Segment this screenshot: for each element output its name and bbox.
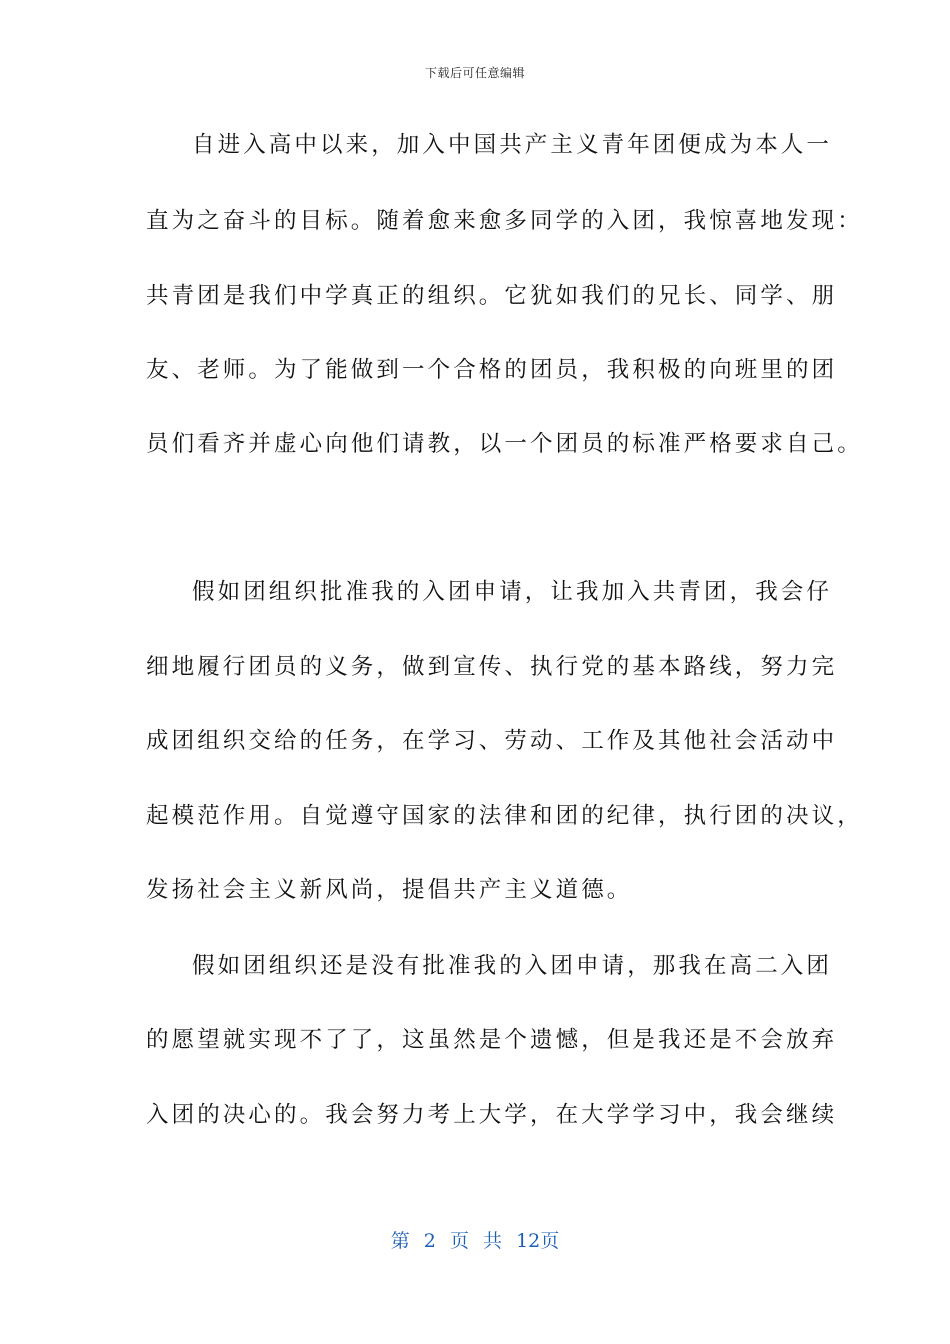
footer-label-ye: 页: [449, 1230, 469, 1252]
paragraph-1-line-5: 员们看齐并虚心向他们请教，以一个团员的标准严格要求自己。: [146, 431, 863, 457]
footer-label-di: 第: [390, 1230, 410, 1252]
paragraph-2-line-3: 成团组织交给的任务，在学习、劳动、工作及其他社会活动中: [146, 728, 838, 754]
paragraph-2-line-4: 起模范作用。自觉遵守国家的法律和团的纪律，执行团的决议，: [146, 803, 863, 829]
paragraph-1-line-4: 友、老师。为了能做到一个合格的团员，我积极的向班里的团: [146, 357, 838, 383]
paragraph-3-line-2: 的愿望就实现不了了，这虽然是个遗憾，但是我还是不会放弃: [146, 1027, 838, 1053]
paragraph-3-line-1: 假如团组织还是没有批准我的入团申请，那我在高二入团: [192, 953, 833, 979]
footer-label-gong: 共: [483, 1230, 503, 1252]
paragraph-2-line-2: 细地履行团员的义务，做到宣传、执行党的基本路线，努力完: [146, 654, 838, 680]
paragraph-2-line-1: 假如团组织批准我的入团申请，让我加入共青团，我会仔: [192, 579, 833, 605]
paragraph-3-line-3: 入团的决心的。我会努力考上大学，在大学学习中，我会继续: [146, 1102, 838, 1128]
paragraph-2-line-5: 发扬社会主义新风尚，提倡共产主义道德。: [146, 877, 633, 903]
paragraph-1-line-3: 共青团是我们中学真正的组织。它犹如我们的兄长、同学、朋: [146, 283, 838, 309]
footer-total-pages: 12页: [516, 1230, 560, 1252]
page-header: 下载后可任意编辑: [424, 66, 525, 80]
footer-page-number: 2: [423, 1230, 436, 1252]
page-footer: [0, 1226, 950, 1253]
paragraph-1-line-1: 自进入高中以来，加入中国共产主义青年团便成为本人一: [192, 132, 833, 158]
paragraph-1-line-2: 直为之奋斗的目标。随着愈来愈多同学的入团，我惊喜地发现：: [146, 208, 863, 234]
